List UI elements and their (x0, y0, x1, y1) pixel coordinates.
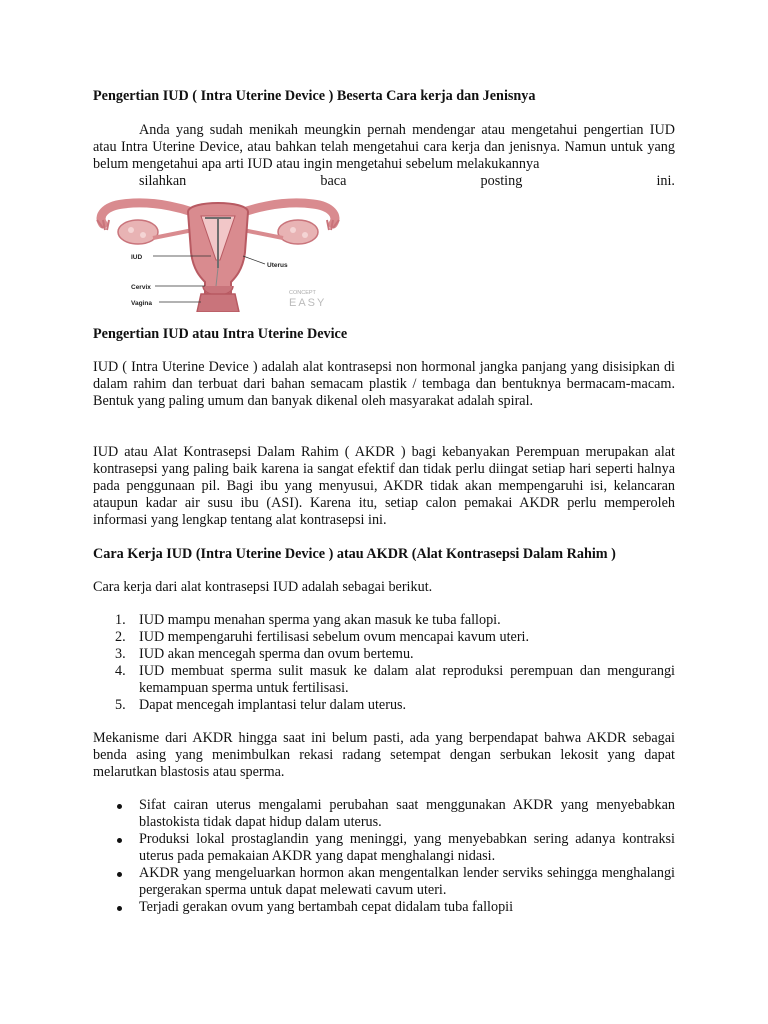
section1-paragraph-1: IUD ( Intra Uterine Device ) adalah alat kontrasepsi non hormonal jangka panjang yang disisipkan di dalam rahim dan terbuat dari bahan semacam plastik / tembaga dan bentuknya bermacam-macam. Bentuk yang paling umum dan banyak dikenal oleh masyarakat adalah spiral. (93, 359, 675, 409)
right-ovary (278, 220, 318, 244)
section2-heading: Cara Kerja IUD (Intra Uterine Device ) atau AKDR (Alat Kontrasepsi Dalam Rahim ) (93, 546, 616, 562)
label-uterus: Uterus (267, 262, 288, 269)
list-item: 2. IUD mempengaruhi fertilisasi sebelum ovum mencapai kavum uteri. (115, 629, 530, 645)
vagina (197, 294, 239, 312)
list-item: AKDR yang mengeluarkan hormon akan mengentalkan lender serviks sehingga menghalangi pergerakan sperma untuk dapat melewati cavum uteri. (93, 865, 675, 899)
label-vagina: Vagina (131, 300, 152, 307)
list-item: Produksi lokal prostaglandin yang meninggi, yang menyebabkan sering adanya kontraksi uterus pada pemakaian AKDR yang dapat menghalangi nidasi. (93, 831, 675, 865)
left-ligament (153, 230, 193, 238)
list-item: 3. IUD akan mencegah sperma dan ovum bertemu. (115, 646, 414, 662)
intro-word: ini. (656, 173, 675, 189)
list-item: 5. Dapat mencegah implantasi telur dalam uterus. (115, 697, 407, 713)
bullet-icon (117, 838, 122, 843)
section2-intro: Cara kerja dari alat kontrasepsi IUD adalah sebagai berikut. (93, 579, 433, 595)
watermark-top: CONCEPT (289, 290, 316, 296)
uterus-diagram (93, 190, 343, 312)
watermark-bottom: EASY (289, 297, 327, 309)
right-ligament (243, 230, 283, 238)
bullet-icon (117, 804, 122, 809)
left-ovary (118, 220, 158, 244)
numbered-list (93, 612, 675, 714)
bullet-icon (117, 906, 122, 911)
intro-paragraph (93, 122, 675, 190)
mechanism-paragraph: Mekanisme dari AKDR hingga saat ini belum pasti, ada yang berpendapat bahwa AKDR sebagai benda asing yang menimbulkan rekasi radang setempat dengan serbukan lekosit yang dapat melarutkan blastosis atau sperma. (93, 730, 675, 780)
intro-last-line (93, 173, 675, 190)
label-cervix: Cervix (131, 284, 151, 291)
bullet-icon (117, 872, 122, 877)
intro-word: baca (320, 173, 347, 189)
document-title: Pengertian IUD ( Intra Uterine Device ) Beserta Cara kerja dan Jenisnya (93, 88, 536, 104)
intro-text: Anda yang sudah menikah meungkin pernah mendengar atau mengetahui pengertian IUD atau Intra Uterine Device, atau bahkan telah mengetahui cara kerja dan jenisnya. Namun untuk yang belum mengetahui apa arti IUD atau ingin mengetahui sebelum melakukannya (93, 122, 675, 172)
section1-paragraph-2: IUD atau Alat Kontrasepsi Dalam Rahim ( AKDR ) bagi kebanyakan Perempuan merupakan alat kontrasepsi yang paling baik karena ia sangat efektif dan tidak perlu diingat setiap hari seperti halnya pada penggunaan pil. Bagi ibu yang menyusui, AKDR tidak akan mempengaruhi isi, kelancaran ataupun kadar air susu ibu (ASI). Karena itu, setiap calon pemakai AKDR perlu memperoleh informasi yang lengkap tentang alat kontrasepsi ini. (93, 444, 675, 528)
list-item: 4. IUD membuat sperma sulit masuk ke dalam alat reproduksi perempuan dan mengurangi kemampuan sperma untuk fertilisasi. (115, 663, 675, 696)
section1-heading: Pengertian IUD atau Intra Uterine Device (93, 326, 348, 342)
list-item: 1. IUD mampu menahan sperma yang akan masuk ke tuba fallopi. (115, 612, 501, 628)
label-iud: IUD (131, 254, 143, 261)
bullet-list (93, 797, 675, 916)
intro-word: silahkan (139, 173, 187, 189)
intro-word: posting (480, 173, 523, 189)
list-item: Sifat cairan uterus mengalami perubahan saat menggunakan AKDR yang menyebabkan blastokista tidak dapat hidup dalam uterus. (93, 797, 675, 831)
list-item: Terjadi gerakan ovum yang bertambah cepat didalam tuba fallopii (93, 899, 675, 916)
